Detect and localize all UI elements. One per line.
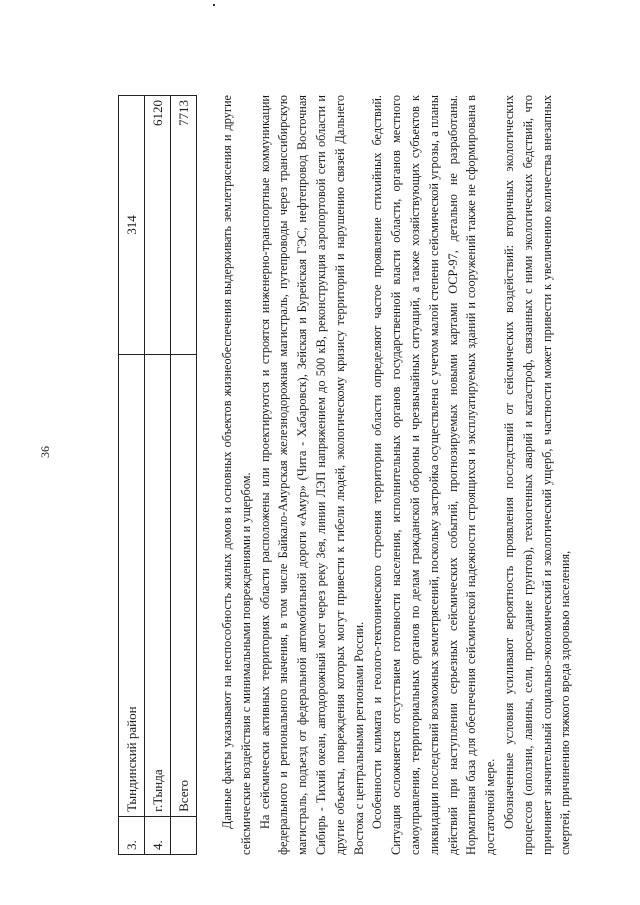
paragraph: Обозначенные условия усиливают вероятность проявления последствий от сейсмических воздействий: вторичных экологических процессов (оползни, лавины, сели, проседание грунтов), техногенных аварий и катастроф, связанных с ними экологических бедствий, что причиняет значительный социально-экономический и экологический ущерб, в частности может привести к увеличению количества внезапных смертей, причинению тяжкого вреда здоровью населения, — [501, 95, 573, 855]
row-name: г.Тында — [145, 355, 171, 817]
table-row — [119, 96, 145, 855]
row-name: Всего — [171, 355, 197, 817]
row-number: 4. — [145, 816, 171, 854]
district-table — [118, 95, 197, 855]
row-value: 6120 — [145, 96, 171, 355]
table-row — [145, 96, 171, 855]
paragraph: Особенности климата и геолого-тектонического строения территории области определяют частое проявление стихийных бедствий. Ситуация осложняется отсутствием готовности населения, исполнительных органов государственной власти области, органов местного самоуправления, территориальных органов по делам гражданской обороны и чрезвычайных ситуаций, а также хозяйствующих субъектов к ликвидации последствий возможных землетрясений, поскольку застройка осуществлена с учетом малой степени сейсмической угрозы, а планы действий при наступлении серьезных сейсмических событий, прогнозируемых новыми картами ОСР-97, детально не разработаны. Нормативная база для обеспечения сейсмической надежности строящихся и эксплуатируемых зданий и сооружений также не сформирована в достаточной мере. — [370, 95, 498, 855]
row-number: 3. — [119, 816, 145, 854]
row-name: Тындинский район — [119, 355, 145, 817]
page-number: 36 — [38, 446, 52, 458]
row-value: 7713 — [171, 96, 197, 355]
row-value: 314 — [119, 96, 145, 355]
scan-dot — [213, 4, 215, 6]
rotated-sheet — [118, 40, 598, 880]
paragraph: На сейсмически активных территориях области расположены или проектируются и строятся инженерно-транспортные коммуникации федерального и регионального значения, в том числе Байкало-Амурская железнодорожная магистраль, путепроводы через транссибирскую магистраль, подъезд от федеральной автомобильной дороги «Амур» (Чита - Хабаровск), Зейская и Бурейская ГЭС, нефтепровод Восточная Сибирь - Тихий океан, автодорожный мост через реку Зея, линии ЛЭП напряжением до 500 кВ, реконструкция аэропортовой сети области и другие объекты, повреждения которых могут привести к гибели людей, экологическому кризису территорий и нарушению связей Дальнего Востока с центральными регионами России. — [257, 95, 366, 855]
body-text — [218, 95, 575, 855]
table-row — [171, 96, 197, 855]
row-number — [171, 816, 197, 854]
paragraph: Данные факты указывают на неспособность жилых домов и основных объектов жизнеобеспечения выдерживать землетрясения и другие сейсмические воздействия с минимальными повреждениями и ущербом. — [220, 95, 253, 855]
